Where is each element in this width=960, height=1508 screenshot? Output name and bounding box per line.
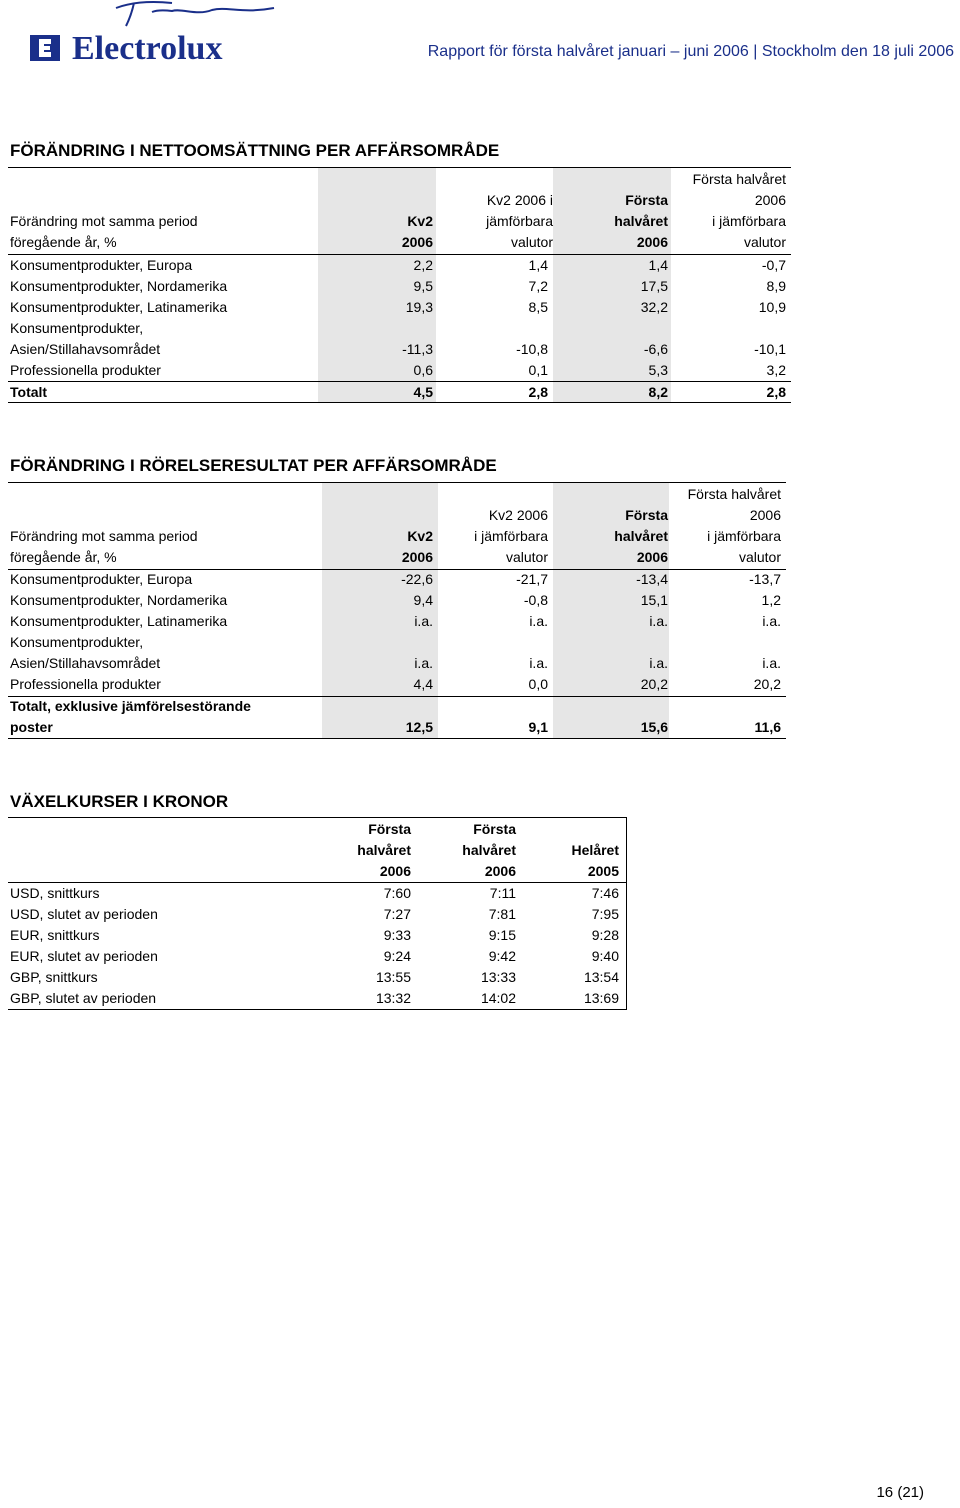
table3-bottom-rule — [8, 1009, 627, 1010]
total-value: 2,8 — [528, 384, 548, 400]
table3-top-rule — [8, 817, 626, 818]
cell-value: 32,2 — [640, 299, 668, 315]
cell-value: 3,2 — [766, 362, 786, 378]
t2-h2-line1: Kv2 2006 — [488, 507, 548, 523]
t1-h3-line1: Första — [625, 192, 668, 208]
cell-value: 5,3 — [648, 362, 668, 378]
cell-value: i.a. — [762, 613, 781, 629]
cell-value: 7,2 — [528, 278, 548, 294]
row-label: GBP, slutet av perioden — [10, 990, 157, 1006]
cell-value: 1,2 — [761, 592, 781, 608]
cell-value: 14:02 — [480, 990, 516, 1006]
cell-value: -10,1 — [754, 341, 786, 357]
table1-title: FÖRÄNDRING I NETTOOMSÄTTNING PER AFFÄRSOMRÅDE — [10, 141, 500, 160]
cell-value: 20,2 — [753, 676, 781, 692]
t1-h1-line1: Kv2 — [407, 213, 433, 229]
t2-h4-line2: 2006 — [749, 507, 781, 523]
cell-value: i.a. — [414, 613, 433, 629]
t3-h2-line3: 2006 — [484, 863, 516, 879]
cell-value: -13,4 — [636, 571, 668, 587]
table-row — [8, 276, 791, 297]
table-row — [8, 590, 786, 611]
cell-value: 9:33 — [383, 927, 411, 943]
t1-h3-line3: 2006 — [636, 234, 668, 250]
cell-value: 7:46 — [591, 885, 619, 901]
t1-h3-line2: halvåret — [614, 213, 668, 229]
total-value: 15,6 — [640, 719, 668, 735]
table-row — [8, 967, 626, 988]
report-title: Rapport för första halvåret januari – juni 2006 | Stockholm den 18 juli 2006 — [427, 43, 954, 60]
table3-title: VÄXELKURSER I KRONOR — [10, 792, 229, 811]
table-row — [8, 653, 786, 674]
cell-value: 9:24 — [383, 948, 411, 964]
t1-h2-line3: valutor — [510, 234, 553, 250]
table1-bottom-rule — [8, 402, 791, 403]
table-row — [8, 946, 626, 967]
cell-value: 13:33 — [480, 969, 516, 985]
t2-h2-line3: valutor — [505, 549, 548, 565]
t3-h1-line2: halvåret — [357, 842, 411, 858]
brand-wordmark: Electrolux — [72, 30, 223, 67]
cell-value: 0,1 — [528, 362, 548, 378]
table2-bottom-rule — [8, 738, 786, 739]
cell-value: 4,4 — [413, 676, 433, 692]
cell-value: 7:81 — [488, 906, 516, 922]
total-value: 11,6 — [754, 719, 781, 735]
t1-h2-line1: Kv2 2006 i — [486, 192, 553, 208]
t3-h1-line3: 2006 — [379, 863, 411, 879]
row-label: Professionella produkter — [10, 676, 161, 692]
cell-value: 2,2 — [413, 257, 433, 273]
t3-h2-line2: halvåret — [462, 842, 516, 858]
table3-right-border — [626, 817, 627, 1009]
row-label: Konsumentprodukter, Europa — [10, 571, 193, 587]
cell-value: 13:54 — [583, 969, 619, 985]
row-label: Konsumentprodukter, Europa — [10, 257, 193, 273]
table-row — [8, 318, 791, 339]
row-label: USD, snittkurs — [10, 885, 100, 901]
row-label-cont: Asien/Stillahavsområdet — [10, 341, 161, 357]
cell-value: 1,4 — [648, 257, 668, 273]
table1-total-row — [8, 382, 791, 403]
table2-total-row — [8, 696, 786, 717]
cell-value: i.a. — [529, 655, 548, 671]
table2-title: FÖRÄNDRING I RÖRELSERESULTAT PER AFFÄRSOMRÅDE — [10, 456, 497, 475]
total-value: 2,8 — [766, 384, 786, 400]
cell-value: 0,6 — [413, 362, 433, 378]
cell-value: i.a. — [529, 613, 548, 629]
t3-h1-line1: Första — [368, 821, 411, 837]
table-row — [8, 339, 791, 360]
cell-value: 9:28 — [591, 927, 619, 943]
t1-h2-line2: jämförbara — [486, 213, 553, 229]
total-value: 12,5 — [405, 719, 433, 735]
page-number: 16 (21) — [876, 1484, 924, 1501]
cell-value: i.a. — [649, 655, 668, 671]
t2-h1-line1: Kv2 — [407, 528, 433, 544]
cell-value: 9:40 — [591, 948, 619, 964]
t1-h4-line4: valutor — [743, 234, 786, 250]
cell-value: 7:27 — [383, 906, 411, 922]
t2-h4-line4: valutor — [738, 549, 781, 565]
t1-h4-line1: Första halvåret — [692, 171, 786, 187]
t1-h4-line2: 2006 — [754, 192, 786, 208]
row-label: Professionella produkter — [10, 362, 161, 378]
row-label: GBP, snittkurs — [10, 969, 98, 985]
t2-h1-line2: 2006 — [401, 549, 433, 565]
cell-value: 13:69 — [583, 990, 619, 1006]
cell-value: 1,4 — [528, 257, 548, 273]
table-row — [8, 988, 626, 1009]
table-row — [8, 569, 786, 590]
row-label: EUR, snittkurs — [10, 927, 100, 943]
t2-h2-line2: i jämförbara — [474, 528, 548, 544]
cell-value: 10,9 — [758, 299, 786, 315]
cell-value: 17,5 — [640, 278, 668, 294]
cell-value: 7:60 — [383, 885, 411, 901]
row-label: Konsumentprodukter, — [10, 634, 144, 650]
table-row — [8, 611, 786, 632]
table-row — [8, 360, 791, 381]
t2-h4-line3: i jämförbara — [707, 528, 781, 544]
total-label: Totalt — [10, 384, 48, 400]
cell-value: -0,7 — [761, 257, 786, 273]
t1-head-left-1: Förändring mot samma period — [10, 213, 198, 229]
cell-value: 19,3 — [405, 299, 433, 315]
thinking-of-you-logo — [112, 0, 277, 28]
table-row — [8, 925, 626, 946]
total-value: 8,2 — [648, 384, 668, 400]
t2-h3-line2: halvåret — [614, 528, 668, 544]
cell-value: 15,1 — [640, 592, 668, 608]
cell-value: i.a. — [762, 655, 781, 671]
cell-value: 7:95 — [591, 906, 619, 922]
t2-head-left-1: Förändring mot samma period — [10, 528, 198, 544]
row-label: Konsumentprodukter, Latinamerika — [10, 299, 228, 315]
t2-h3-line3: 2006 — [636, 549, 668, 565]
cell-value: 7:11 — [489, 885, 516, 901]
cell-value: 8,5 — [528, 299, 548, 315]
cell-value: 9:15 — [488, 927, 516, 943]
cell-value: 13:55 — [375, 969, 411, 985]
cell-value: 9,5 — [413, 278, 433, 294]
total-value: 4,5 — [413, 384, 433, 400]
cell-value: 13:32 — [375, 990, 411, 1006]
total-label: Totalt, exklusive jämförelsestörande — [10, 698, 251, 714]
cell-value: -22,6 — [401, 571, 433, 587]
total-value: 9,1 — [528, 719, 548, 735]
t2-head-left-2: föregående år, % — [10, 549, 117, 565]
cell-value: 0,0 — [528, 676, 548, 692]
total-label-cont: poster — [10, 719, 53, 735]
t1-head-left-2: föregående år, % — [10, 234, 117, 250]
table-row — [8, 255, 791, 276]
row-label: Konsumentprodukter, Nordamerika — [10, 592, 228, 608]
row-label: EUR, slutet av perioden — [10, 948, 158, 964]
table-row — [8, 297, 791, 318]
row-label: Konsumentprodukter, Latinamerika — [10, 613, 228, 629]
row-label: USD, slutet av perioden — [10, 906, 158, 922]
cell-value: 20,2 — [640, 676, 668, 692]
electrolux-logo-icon — [30, 35, 60, 61]
t3-h2-line1: Första — [473, 821, 516, 837]
cell-value: -21,7 — [516, 571, 548, 587]
cell-value: 8,9 — [766, 278, 786, 294]
cell-value: -0,8 — [523, 592, 548, 608]
t3-h3-line1: Helåret — [571, 842, 619, 858]
row-label-cont: Asien/Stillahavsområdet — [10, 655, 161, 671]
cell-value: -6,6 — [643, 341, 668, 357]
cell-value: i.a. — [649, 613, 668, 629]
t1-h4-line3: i jämförbara — [712, 213, 786, 229]
cell-value: -13,7 — [749, 571, 781, 587]
t3-h3-line2: 2005 — [587, 863, 619, 879]
t2-h4-line1: Första halvåret — [687, 486, 781, 502]
row-label: Konsumentprodukter, Nordamerika — [10, 278, 228, 294]
table-row — [8, 904, 626, 925]
table-row — [8, 883, 626, 904]
table-row — [8, 632, 786, 653]
t1-h1-line2: 2006 — [401, 234, 433, 250]
t2-h3-line1: Första — [625, 507, 668, 523]
cell-value: i.a. — [414, 655, 433, 671]
table-row — [8, 674, 786, 695]
cell-value: 9,4 — [413, 592, 433, 608]
row-label: Konsumentprodukter, — [10, 320, 144, 336]
cell-value: -11,3 — [402, 341, 433, 357]
cell-value: 9:42 — [488, 948, 516, 964]
table2-total-row-cont — [8, 717, 786, 738]
cell-value: -10,8 — [516, 341, 548, 357]
